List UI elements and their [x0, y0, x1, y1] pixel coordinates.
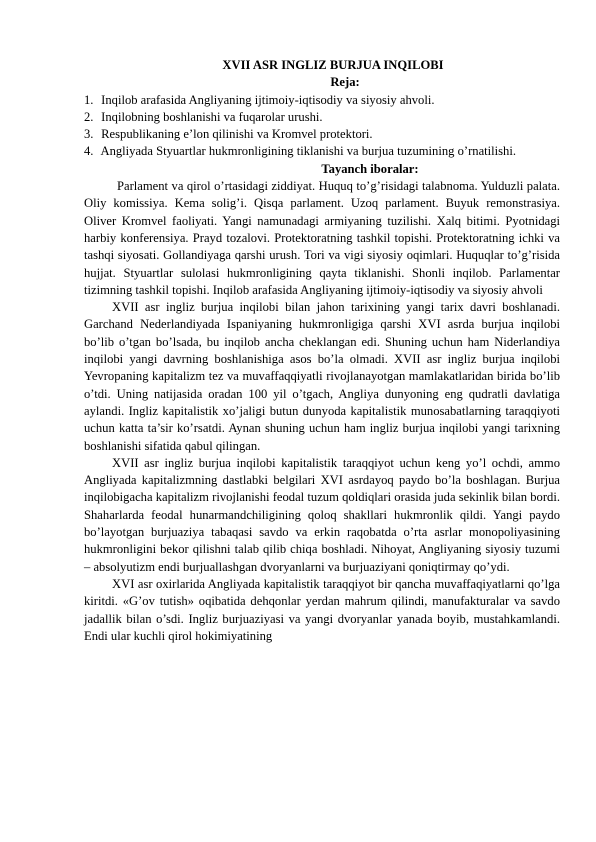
plan-item	[84, 109, 560, 126]
document-page	[84, 57, 560, 645]
body-paragraph: XVII asr ingliz burjua inqilobi bilan jahon tarixining yangi tarix davri boshlanadi. Garchand Nederlandiyada Ispaniyaning hukmronligiga qarshi XVI asrda burjua inqilobi bo’lib o’tgan bo’lsada, bu inqilob ancha cheklangan edi. Shuning uchun ham Niderlandiya inqilobi yangi davrning boshlanishiga asos bo’la olmadi. XVII asr ingliz burjua inqilobi Yevropaning kapitalizm tez va muvaffaqqiyatli rivojlanayotgan mamlakatlaridan birida bo’lib o’tdi. Uning natijasida oradan 100 yil o’tgach, Angliya dunyoning eng qudratli davlatiga aylandi. Ingliz kapitalistik xo’jaligi butun dunyoda kapitalistik munosabatlarning taraqqiyoti uchun katta ta’sir ko’rsatdi. Aynan shuning uchun ham ingliz burjua inqilobi yangi tarixning boshlanishi sifatida qabul qilingan.	[84, 300, 560, 453]
plan-item-number: 1.	[84, 92, 94, 107]
plan-heading: Reja:	[330, 75, 360, 90]
plan-item-text: Angliyada Styuartlar hukmronligining tiklanishi va burjua tuzumining o’rnatilishi.	[100, 144, 517, 159]
plan-item	[84, 92, 560, 109]
plan-item-text: Inqilob arafasida Angliyaning ijtimoiy-iqtisodiy va siyosiy ahvoli.	[101, 92, 435, 107]
plan-item-text: Inqilobning boshlanishi va fuqarolar urushi.	[101, 109, 323, 124]
plan-item-number: 2.	[84, 109, 94, 124]
body-paragraph: XVII asr ingliz burjua inqilobi kapitalistik taraqqiyot uchun keng yo’l ochdi, ammo Angliyada kapitalizmning dastlabki belgilari XVI asrdayoq paydo bo’la boshlagan. Burjua inqilobigacha kapitalizm rivojlanishi feodal tuzum qoldiqlari orasida juda sekinlik bilan bordi. Shaharlarda feodal hunarmandchiligining qoloq shakllari hukmronlik qildi. Yangi paydo bo’layotgan burjuaziya tabaqasi savdo va erkin raqobatda o’rta asrlar monopoliyasining hukmronligini bekor qilishni talab qilib chiqa boshladi. Nihoyat, Angliyaning siyosiy tuzumi – absolyutizm endi burjuallashgan dvoryanlarni va burjuaziyani qoniqtirmay qo’ydi.	[84, 455, 560, 574]
document-title: XVII ASR INGLIZ BURJUA INQILOBI	[222, 58, 444, 72]
plan-item-text: Respublikaning e’lon qilinishi va Kromvel protektori.	[101, 127, 373, 142]
plan-list	[84, 92, 560, 161]
body-paragraph: XVI asr oxirlarida Angliyada kapitalistik taraqqiyot bir qancha muvaffaqiyatlarni qo’lga kiritdi. «G’ov tutish» oqibatida dehqonlar yerdan mahrum qilindi, manufakturalar va savdo jadallik bilan o’sdi. Ingliz burjuaziyasi va yangi dvoryanlar yanada boyib, mustahkamlandi. Endi ular kuchli qirol hokimiyatining	[84, 576, 560, 643]
plan-item-number: 3.	[84, 127, 94, 142]
plan-item	[84, 126, 560, 143]
plan-item-number: 4.	[84, 144, 94, 159]
keywords-paragraph: Parlament va qirol o’rtasidagi ziddiyat. Huquq to’g’risidagi talabnoma. Yulduzli palata. Oliy komissiya. Kema solig’i. Qisqa parlament. Uzoq parlament. Buyuk remonstrasiya. Oliver Kromvel faoliyati. Yangi namunadagi armiyaning tuzilishi. Xalq bitimi. Pyotnidagi harbiy konferensiya. Prayd tozalovi. Protektoratning tashkil topishi. Protektoratning ichki va tashqi siyosati. Gollandiyaga qarshi urush. Tori va vigi siyosiy oqimlari. Huquqlar to’g’risida hujjat. Styuartlar sulolasi hukmronligining qayta tiklanishi. Shonli inqilob. Parlamentar tizimning tashkil topishi. Inqilob arafasida Angliyaning ijtimoiy-iqtisodiy va siyosiy ahvoli	[84, 179, 560, 297]
plan-item	[84, 143, 560, 160]
keywords-heading: Tayanch iboralar:	[321, 161, 419, 176]
